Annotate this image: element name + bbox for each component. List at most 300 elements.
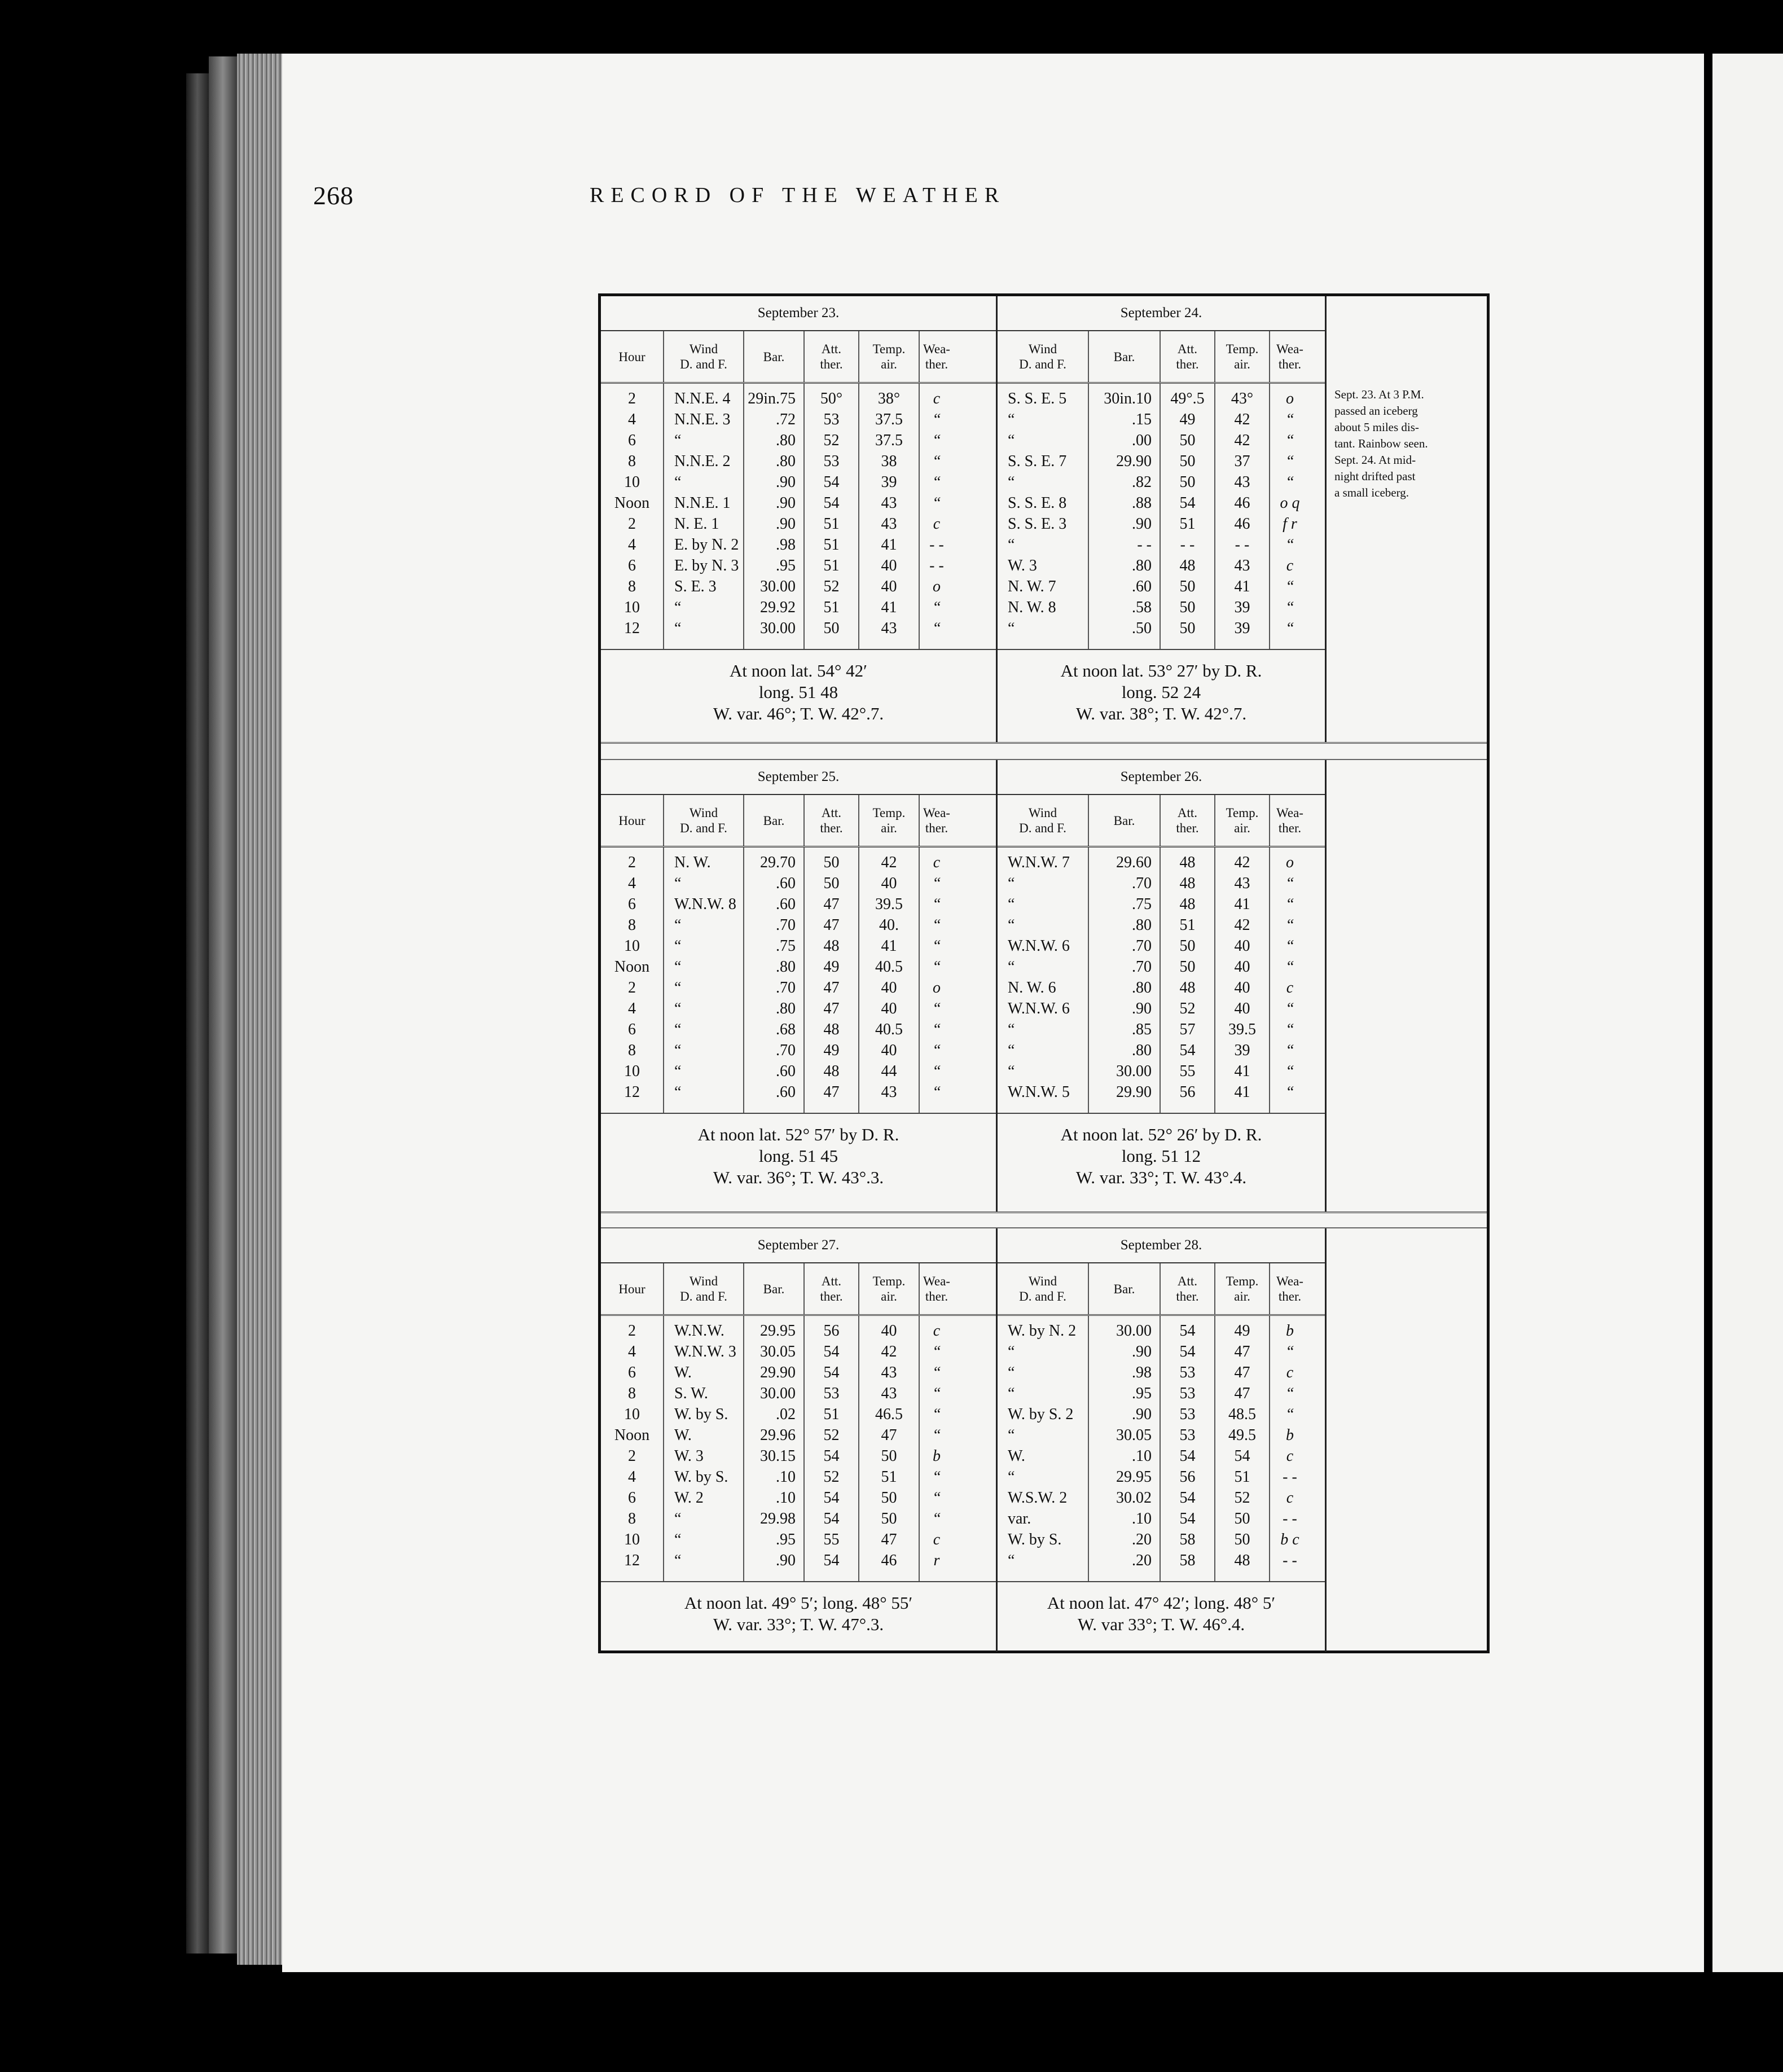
cell-wea: o <box>933 979 941 997</box>
data-rows <box>998 848 1325 1114</box>
cell-att: 52 <box>823 432 840 449</box>
cell-hour: 8 <box>628 916 636 934</box>
cell-temp: 43 <box>881 515 897 533</box>
cell-att: 49°.5 <box>1170 390 1205 407</box>
cell-att: 58 <box>1179 1531 1196 1548</box>
cell-att: 48 <box>823 1021 840 1038</box>
cell-hour: Noon <box>614 1426 650 1444</box>
cell-bar: .90 <box>1132 1343 1152 1360</box>
cell-att: 53 <box>823 1385 840 1402</box>
cell-wea: “ <box>1285 1343 1294 1360</box>
cell-att: 49 <box>823 1042 840 1059</box>
column-temp <box>1215 384 1270 649</box>
cell-att: 50 <box>1179 937 1196 955</box>
day-table <box>998 296 1327 742</box>
column-bar <box>1089 384 1161 649</box>
cell-bar: 29.90 <box>760 1364 796 1381</box>
cell-bar: .80 <box>776 1000 796 1017</box>
cell-hour: 2 <box>628 1447 636 1465</box>
cell-wea: “ <box>932 916 941 934</box>
column-header-temp: Temp. air. <box>1215 795 1270 846</box>
cell-wind: N.N.E. 3 <box>674 411 731 428</box>
cell-bar: .20 <box>1132 1552 1152 1569</box>
cell-temp: 49.5 <box>1228 1426 1256 1444</box>
noon-position <box>601 650 996 725</box>
day-table <box>601 296 998 742</box>
cell-wind: “ <box>1008 1063 1015 1080</box>
cell-temp: 40.5 <box>875 958 903 976</box>
cell-wea: - - <box>929 557 944 574</box>
cell-hour: Noon <box>614 494 650 512</box>
cell-att: 47 <box>823 895 840 913</box>
cell-wea: “ <box>1285 1042 1294 1059</box>
cell-temp: 42 <box>1234 432 1250 449</box>
cell-att: 54 <box>1179 494 1196 512</box>
cell-att: 51 <box>1179 515 1196 533</box>
cell-hour: 8 <box>628 1385 636 1402</box>
book-edge-mid <box>209 56 237 1954</box>
cell-hour: 6 <box>628 895 636 913</box>
cell-wind: “ <box>1008 1468 1015 1486</box>
column-wea <box>920 848 954 1113</box>
cell-temp: 43 <box>1234 875 1250 892</box>
column-wea <box>1270 384 1310 649</box>
cell-wea: “ <box>932 1000 941 1017</box>
cell-wea: c <box>933 1322 941 1340</box>
cell-wind: “ <box>674 1042 682 1059</box>
cell-wind: “ <box>1008 411 1015 428</box>
cell-temp: 42 <box>881 1343 897 1360</box>
cell-wea: c <box>1286 1364 1294 1381</box>
cell-wind: “ <box>674 875 682 892</box>
cell-temp: 41 <box>1234 1063 1250 1080</box>
cell-temp: 43 <box>881 494 897 512</box>
cell-att: 56 <box>823 1322 840 1340</box>
cell-wea: - - <box>1283 1468 1297 1486</box>
cell-temp: 40 <box>881 1322 897 1340</box>
cell-wind: S. S. E. 7 <box>1008 453 1067 470</box>
cell-att: 53 <box>1179 1426 1196 1444</box>
cell-att: 56 <box>1179 1468 1196 1486</box>
cell-wind: E. by N. 2 <box>674 536 739 554</box>
cell-wind: W. by S. <box>674 1468 728 1486</box>
cell-hour: 6 <box>628 1489 636 1507</box>
cell-wind: “ <box>674 1510 682 1527</box>
cell-wind: “ <box>1008 1021 1015 1038</box>
cell-temp: 40 <box>881 557 897 574</box>
data-rows <box>601 384 996 650</box>
cell-wind: W.N.W. 6 <box>1008 937 1070 955</box>
cell-temp: 41 <box>1234 895 1250 913</box>
cell-wind: S. S. E. 8 <box>1008 494 1067 512</box>
cell-att: 48 <box>823 1063 840 1080</box>
cell-temp: 40.5 <box>875 1021 903 1038</box>
cell-hour: 6 <box>628 1021 636 1038</box>
noon-line: long. 51 45 <box>758 1146 838 1166</box>
cell-bar: 29.90 <box>1116 1083 1152 1101</box>
cell-wind: W. 3 <box>1008 557 1037 574</box>
cell-temp: 54 <box>1234 1447 1250 1465</box>
column-header-att: Att. ther. <box>805 331 859 382</box>
cell-bar: .80 <box>776 958 796 976</box>
noon-position <box>998 1582 1325 1635</box>
cell-wea: “ <box>1285 875 1294 892</box>
cell-wind: “ <box>674 599 682 616</box>
cell-hour: 2 <box>628 979 636 997</box>
cell-temp: 42 <box>1234 916 1250 934</box>
cell-att: 54 <box>1179 1322 1196 1340</box>
noon-line: At noon lat. 49° 5′; long. 48° 55′ <box>684 1593 913 1613</box>
cell-att: 54 <box>1179 1042 1196 1059</box>
cell-wea: “ <box>1285 937 1294 955</box>
cell-wind: “ <box>1008 1552 1015 1569</box>
cell-hour: 12 <box>624 620 640 637</box>
cell-hour: 2 <box>628 854 636 871</box>
cell-wind: “ <box>1008 432 1015 449</box>
cell-wea: “ <box>932 599 941 616</box>
cell-wea: “ <box>932 473 941 491</box>
cell-hour: Noon <box>614 958 650 976</box>
cell-temp: 47 <box>1234 1364 1250 1381</box>
cell-wind: “ <box>674 1083 682 1101</box>
cell-wind: N. E. 1 <box>674 515 719 533</box>
cell-att: 54 <box>1179 1510 1196 1527</box>
cell-bar: 29.92 <box>760 599 796 616</box>
cell-wind: “ <box>674 1552 682 1569</box>
cell-att: 54 <box>823 1552 840 1569</box>
cell-wea: “ <box>932 958 941 976</box>
cell-hour: 8 <box>628 1510 636 1527</box>
cell-temp: 40 <box>881 979 897 997</box>
column-header-wea: Wea- ther. <box>923 342 950 371</box>
column-header-wea: Wea- ther. <box>923 806 950 835</box>
cell-att: 52 <box>1179 1000 1196 1017</box>
cell-bar: .72 <box>776 411 796 428</box>
cell-temp: 46.5 <box>875 1406 903 1423</box>
cell-att: 53 <box>823 411 840 428</box>
cell-temp: 38° <box>877 390 901 407</box>
cell-temp: 43 <box>1234 557 1250 574</box>
column-att <box>1161 384 1215 649</box>
cell-temp: 41 <box>881 937 897 955</box>
cell-temp: - - <box>1235 536 1250 554</box>
cell-wea: “ <box>932 1489 941 1507</box>
cell-wea: b c <box>1280 1531 1299 1548</box>
cell-bar: .95 <box>1132 1385 1152 1402</box>
column-wind <box>998 848 1089 1113</box>
cell-wind: “ <box>674 979 682 997</box>
column-header-bar: Bar. <box>744 1263 805 1314</box>
column-temp <box>1215 1316 1270 1581</box>
cell-att: 54 <box>1179 1489 1196 1507</box>
cell-wea: “ <box>1285 1385 1294 1402</box>
cell-bar: 30.00 <box>760 1385 796 1402</box>
cell-temp: 47 <box>881 1531 897 1548</box>
page-stack-edges <box>237 54 282 1965</box>
cell-att: 54 <box>823 494 840 512</box>
cell-att: 51 <box>823 599 840 616</box>
cell-wea: “ <box>1285 620 1294 637</box>
block-sept-27-28 <box>601 1227 1487 1652</box>
block-sept-23-24 <box>601 296 1487 744</box>
cell-wea: “ <box>1285 1406 1294 1423</box>
column-bar <box>1089 848 1161 1113</box>
cell-hour: 2 <box>628 515 636 533</box>
cell-att: 50 <box>823 875 840 892</box>
cell-att: 50 <box>823 854 840 871</box>
column-hour <box>601 384 664 649</box>
cell-temp: 40. <box>879 916 899 934</box>
cell-wea: “ <box>932 1021 941 1038</box>
cell-temp: 40 <box>1234 937 1250 955</box>
cell-wea: “ <box>932 1063 941 1080</box>
cell-wind: S. W. <box>674 1385 708 1402</box>
cell-wea: “ <box>932 1510 941 1527</box>
column-headers <box>998 331 1325 384</box>
column-header-bar: Bar. <box>1089 795 1161 846</box>
column-header-temp: Temp. air. <box>1215 331 1270 382</box>
remarks-text <box>1334 387 1481 501</box>
cell-wind: “ <box>1008 1385 1015 1402</box>
cell-bar: .70 <box>1132 937 1152 955</box>
cell-att: 52 <box>823 578 840 595</box>
cell-hour: 12 <box>624 1083 640 1101</box>
cell-wea: o q <box>1280 494 1300 512</box>
cell-wea: “ <box>932 1406 941 1423</box>
cell-att: 54 <box>823 1343 840 1360</box>
cell-bar: 29.90 <box>1116 453 1152 470</box>
cell-temp: 50 <box>881 1510 897 1527</box>
column-header-wind: Wind D. and F. <box>998 795 1089 846</box>
cell-temp: 38 <box>881 453 897 470</box>
cell-wea: c <box>933 390 941 407</box>
cell-att: 47 <box>823 1000 840 1017</box>
cell-wea: “ <box>932 895 941 913</box>
cell-wind: S. S. E. 3 <box>1008 515 1067 533</box>
cell-temp: 40 <box>881 1042 897 1059</box>
cell-bar: .75 <box>1132 895 1152 913</box>
cell-temp: 43 <box>881 1385 897 1402</box>
cell-temp: 44 <box>881 1063 897 1080</box>
cell-hour: 12 <box>624 1552 640 1569</box>
day-title: September 23. <box>601 296 996 331</box>
cell-bar: .98 <box>776 536 796 554</box>
cell-hour: 4 <box>628 536 636 554</box>
column-header-wea: Wea- ther. <box>1276 806 1303 835</box>
cell-att: 55 <box>823 1531 840 1548</box>
cell-bar: .90 <box>776 494 796 512</box>
cell-wind: “ <box>1008 916 1015 934</box>
cell-att: - - <box>1180 536 1195 554</box>
cell-wind: “ <box>674 1531 682 1548</box>
cell-wind: “ <box>1008 1426 1015 1444</box>
cell-wea: “ <box>1285 578 1294 595</box>
cell-temp: 47 <box>1234 1385 1250 1402</box>
cell-bar: 30.00 <box>760 578 796 595</box>
cell-temp: 51 <box>1234 1468 1250 1486</box>
cell-wind: “ <box>674 1000 682 1017</box>
cell-wea: “ <box>932 1364 941 1381</box>
cell-att: 48 <box>1179 875 1196 892</box>
cell-wea: - - <box>1283 1552 1297 1569</box>
cell-temp: 51 <box>881 1468 897 1486</box>
cell-att: 55 <box>1179 1063 1196 1080</box>
noon-line: W. var. 36°; T. W. 43°.3. <box>713 1167 884 1187</box>
column-bar <box>1089 1316 1161 1581</box>
remarks-column <box>1327 760 1487 1211</box>
noon-line: W. var. 38°; T. W. 42°.7. <box>1075 704 1247 723</box>
noon-line: long. 52 24 <box>1121 682 1201 702</box>
cell-wea: f r <box>1283 515 1297 533</box>
column-header-wind: Wind D. and F. <box>998 1263 1089 1314</box>
cell-wea: “ <box>1285 536 1294 554</box>
cell-bar: 29.95 <box>1116 1468 1152 1486</box>
column-header-att: Att. ther. <box>1161 795 1215 846</box>
cell-wind: var. <box>1008 1510 1031 1527</box>
cell-wea: “ <box>932 937 941 955</box>
cell-wea: “ <box>1285 1063 1294 1080</box>
column-temp <box>1215 848 1270 1113</box>
cell-att: 47 <box>823 1083 840 1101</box>
cell-bar: .98 <box>1132 1364 1152 1381</box>
cell-wea: “ <box>932 432 941 449</box>
cell-temp: 50 <box>881 1489 897 1507</box>
column-att <box>805 1316 859 1581</box>
cell-temp: 50 <box>881 1447 897 1465</box>
cell-temp: 43° <box>1231 390 1254 407</box>
cell-bar: .90 <box>1132 515 1152 533</box>
cell-wind: W. 3 <box>674 1447 704 1465</box>
running-title: RECORD OF THE WEATHER <box>590 183 1006 207</box>
cell-temp: 43 <box>881 1083 897 1101</box>
cell-temp: 50 <box>1234 1510 1250 1527</box>
noon-line: W. var. 46°; T. W. 42°.7. <box>713 704 884 723</box>
cell-wind: “ <box>1008 958 1015 976</box>
cell-temp: 40 <box>1234 979 1250 997</box>
cell-wind: S. S. E. 5 <box>1008 390 1067 407</box>
noon-line: At noon lat. 52° 26′ by D. R. <box>1060 1125 1262 1144</box>
cell-wea: “ <box>1285 1021 1294 1038</box>
cell-wea: r <box>933 1552 940 1569</box>
cell-wea: “ <box>1285 411 1294 428</box>
cell-temp: 47 <box>881 1426 897 1444</box>
cell-wind: “ <box>674 432 682 449</box>
cell-bar: .58 <box>1132 599 1152 616</box>
cell-wind: “ <box>1008 620 1015 637</box>
cell-wind: W. by N. 2 <box>1008 1322 1077 1340</box>
remark-line: Sept. 23. At 3 P.M. <box>1334 388 1424 401</box>
column-header-wea: Wea- ther. <box>1276 1274 1303 1303</box>
column-wind <box>664 384 744 649</box>
cell-wind: “ <box>674 937 682 955</box>
cell-wea: - - <box>929 536 944 554</box>
noon-line: long. 51 12 <box>1121 1146 1201 1166</box>
cell-wind: W. 2 <box>674 1489 704 1507</box>
cell-bar: .95 <box>776 557 796 574</box>
cell-temp: 49 <box>1234 1322 1250 1340</box>
column-wind <box>664 1316 744 1581</box>
remark-line: Sept. 24. At mid- <box>1334 453 1416 467</box>
cell-wind: W. by S. 2 <box>1008 1406 1074 1423</box>
cell-wea: b <box>933 1447 941 1465</box>
cell-att: 54 <box>823 1489 840 1507</box>
remark-line: a small iceberg. <box>1334 486 1409 499</box>
cell-temp: 47 <box>1234 1343 1250 1360</box>
cell-bar: .80 <box>1132 979 1152 997</box>
cell-temp: 41 <box>881 599 897 616</box>
cell-bar: .70 <box>776 916 796 934</box>
cell-wea: “ <box>1285 958 1294 976</box>
column-headers <box>601 1263 996 1316</box>
cell-wea: “ <box>932 1343 941 1360</box>
cell-att: 53 <box>1179 1385 1196 1402</box>
cell-wea: “ <box>932 411 941 428</box>
data-rows <box>601 1316 996 1582</box>
cell-bar: .70 <box>776 1042 796 1059</box>
cell-wea: c <box>933 1531 941 1548</box>
cell-att: 58 <box>1179 1552 1196 1569</box>
cell-wea: “ <box>1285 453 1294 470</box>
column-header-bar: Bar. <box>1089 331 1161 382</box>
cell-wea: “ <box>1285 1083 1294 1101</box>
cell-att: 50° <box>820 390 843 407</box>
cell-bar: .82 <box>1132 473 1152 491</box>
cell-hour: 2 <box>628 1322 636 1340</box>
cell-temp: 42 <box>1234 854 1250 871</box>
column-temp <box>859 848 920 1113</box>
cell-bar: 30.00 <box>1116 1063 1152 1080</box>
cell-bar: 29.96 <box>760 1426 796 1444</box>
day-title: September 27. <box>601 1228 996 1263</box>
column-header-temp: Temp. air. <box>859 331 920 382</box>
cell-att: 51 <box>823 536 840 554</box>
cell-bar: 30.00 <box>1116 1322 1152 1340</box>
cell-wea: “ <box>1285 1000 1294 1017</box>
cell-wea: “ <box>932 1385 941 1402</box>
cell-wind: W.N.W. <box>674 1322 724 1340</box>
cell-temp: 39 <box>1234 1042 1250 1059</box>
cell-att: 54 <box>823 473 840 491</box>
cell-att: 54 <box>1179 1447 1196 1465</box>
cell-hour: 4 <box>628 1343 636 1360</box>
cell-att: 54 <box>823 1364 840 1381</box>
page-header <box>313 181 1272 226</box>
cell-att: 48 <box>1179 557 1196 574</box>
column-wind <box>998 1316 1089 1581</box>
cell-wea: c <box>1286 1489 1294 1507</box>
cell-wind: “ <box>1008 895 1015 913</box>
cell-wind: W.N.W. 6 <box>1008 1000 1070 1017</box>
cell-hour: 2 <box>628 390 636 407</box>
cell-wind: W.N.W. 8 <box>674 895 736 913</box>
cell-hour: 10 <box>624 1531 640 1548</box>
cell-bar: .20 <box>1132 1531 1152 1548</box>
cell-temp: 46 <box>1234 494 1250 512</box>
cell-bar: .10 <box>776 1489 796 1507</box>
cell-wind: “ <box>1008 875 1015 892</box>
cell-att: 51 <box>1179 916 1196 934</box>
cell-bar: - - <box>1137 536 1152 554</box>
cell-bar: 29.60 <box>1116 854 1152 871</box>
cell-bar: .90 <box>1132 1406 1152 1423</box>
cell-wea: “ <box>1285 916 1294 934</box>
cell-hour: 8 <box>628 578 636 595</box>
facing-page-edge <box>1712 54 1783 1972</box>
cell-temp: 50 <box>1234 1531 1250 1548</box>
column-header-wind: Wind D. and F. <box>664 331 744 382</box>
cell-wind: W. by S. <box>674 1406 728 1423</box>
data-rows <box>998 384 1325 650</box>
